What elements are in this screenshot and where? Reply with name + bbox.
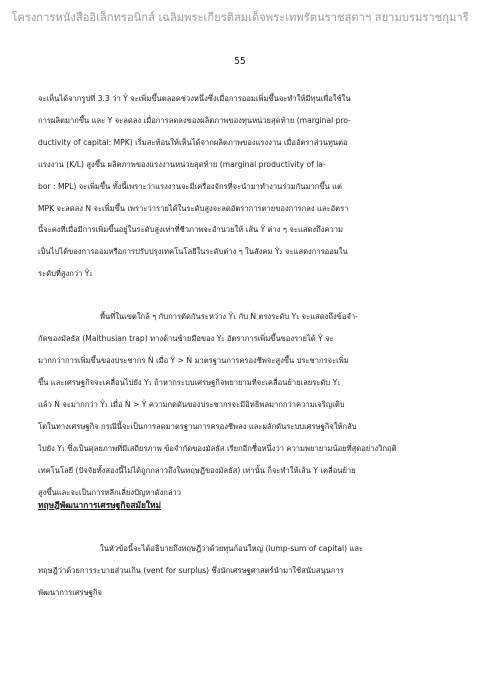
section-heading: ทฤษฎีพัฒนาการเศรษฐกิจสมัยใหม่ bbox=[38, 500, 161, 510]
text-line: ทฤษฎีว่าด้วยการระบายส่วนเกิน (vent for surplus) ซึ่งนักเศรษฐศาสตร์นำมาใช้สนับสนุนการ bbox=[38, 566, 344, 575]
page-header: โครงการหนังสืออิเล็กทรอนิกส์ เฉลิมพระเกียรติสมเด็จพระเทพรัตนราชสุดาฯ สยามบรมราชกุมารี bbox=[11, 11, 469, 24]
text-line: เป็นไปได้ของการออมหรือการปรับปรุงเทคโนโลยีในระดับต่าง ๆ ในสังคม Ŷ₂ จะแสดงการออมใน bbox=[38, 247, 348, 256]
text-line: MPK จะลดลง N จะเพิ่มขึ้น เพราะว่ารายได้ในระดับสูงจะลดอัตราการตายของการกลง และอัตรา bbox=[38, 204, 349, 213]
text-line: แรงงาน (K/L) สูงขึ้น ผลิตภาพของแรงงานหน่วยสุดท้าย (marginal productivity of la- bbox=[38, 160, 326, 169]
text-line: การผลิตมากขึ้น และ Y จะลดลง เมื่อการลดลงของผลิตภาพของทุนหน่วยสุดท้าย (marginal pro- bbox=[38, 116, 351, 125]
text-line: ไปยัง Y₁ ซึ่งเป็นดุลยภาพที่มีเสถียรภาพ ข้อจำกัดของมัลธัส เรียกอีกชื่อหนึ่งว่า ความพยายามน้อยที่สุดอย่างวิกฤติ bbox=[38, 444, 397, 453]
text-line: bor : MPL) จะเพิ่มขึ้น ทั้งนี้เพราะว่าแรงงานจะมีเครื่องจักรที่จะนำมาทำงานร่วมกันมากขึ้น แต่ bbox=[38, 182, 342, 191]
text-line: โตในทางเศรษฐกิจ กรณีนี้จะเป็นการลดมาตรฐานการครองชีพลง และผลักดันระบบเศรษฐกิจให้กลับ bbox=[38, 422, 357, 431]
text-line: ขึ้น และเศรษฐกิจจะเคลื่อนไปยัง Y₁ ถ้าหากระบบเศรษฐกิจพยายามที่จะเคลื่อนย้ายเลยระดับ Y₁ bbox=[38, 378, 341, 387]
text-line: ระดับที่สูงกว่า Ŷ₁ bbox=[38, 269, 93, 278]
text-line: ductivity of capital: MPK) เริ่มสะท้อนให้เห็นได้จากผลิตภาพของแรงงาน เมื่ออัตราส่วนทุนต่อ bbox=[38, 138, 348, 147]
page-number: 55 bbox=[234, 56, 246, 67]
text-line: สูงขึ้นและจะเป็นการหลีกเลี่ยงปัญหาดังกล่าว bbox=[38, 488, 182, 497]
text-line: นี้จะคงที่เมื่อมีการเพิ่มขึ้นอยู่ในระดับสูงเท่าที่ชีวภาพจะอำนวยให้ เส้น Ŷ ต่าง ๆ จะแสดงถึงความ bbox=[38, 225, 344, 234]
text-line: เทคโนโลยี (ปัจจัยทั้งสองนี้ไม่ได้ถูกกล่าวถึงในทฤษฎีของมัลธัส) เท่านั้น ก็จะทำให้เส้น Y เคลื่อนย้าย bbox=[38, 466, 356, 475]
text-line: แล้ว Ṅ จะมากกว่า Ŷ₁ เมื่อ Ṅ > Ŷ ความกดดันของประชากรจะมีอิทธิพลมากกว่าความเจริญเติบ bbox=[38, 400, 345, 409]
text-line: ในหัวข้อนี้จะได้อธิบายถึงทฤษฎีว่าด้วยทุนก้อนใหญ่ (lump-sum of capital) และ bbox=[100, 544, 364, 553]
text-line: มากกว่าการเพิ่มขึ้นของประชากร Ṅ เมื่อ Ŷ > Ṅ มาตรฐานการครองชีพจะสูงขึ้น ประชากรจะเพิ่ม bbox=[38, 356, 349, 365]
text-line: กัดของมัลธัส (Malthusian trap) ทางด้านซ้ายมือของ Y₁ อัตราการเพิ่มขึ้นของรายได้ Ŷ จะ bbox=[38, 334, 334, 343]
text-line: พัฒนาการเศรษฐกิจ bbox=[38, 588, 102, 597]
text-line: จะเห็นได้จากรูปที่ 3.3 ว่า Ŷ จะเพิ่มขึ้นตลอดช่วงหนึ่งซึ่งเมื่อการออมเพิ่มขึ้นจะทำให้มีทุนเพื่อใช้ใน bbox=[38, 94, 351, 103]
text-line: พื้นที่ในเขตใกล้ ๆ กับการตัดกันระหว่าง Ŷ₁ กับ Ṅ ตรงระดับ Y₁ จะแสดงถึงข้อจำ- bbox=[100, 312, 358, 321]
